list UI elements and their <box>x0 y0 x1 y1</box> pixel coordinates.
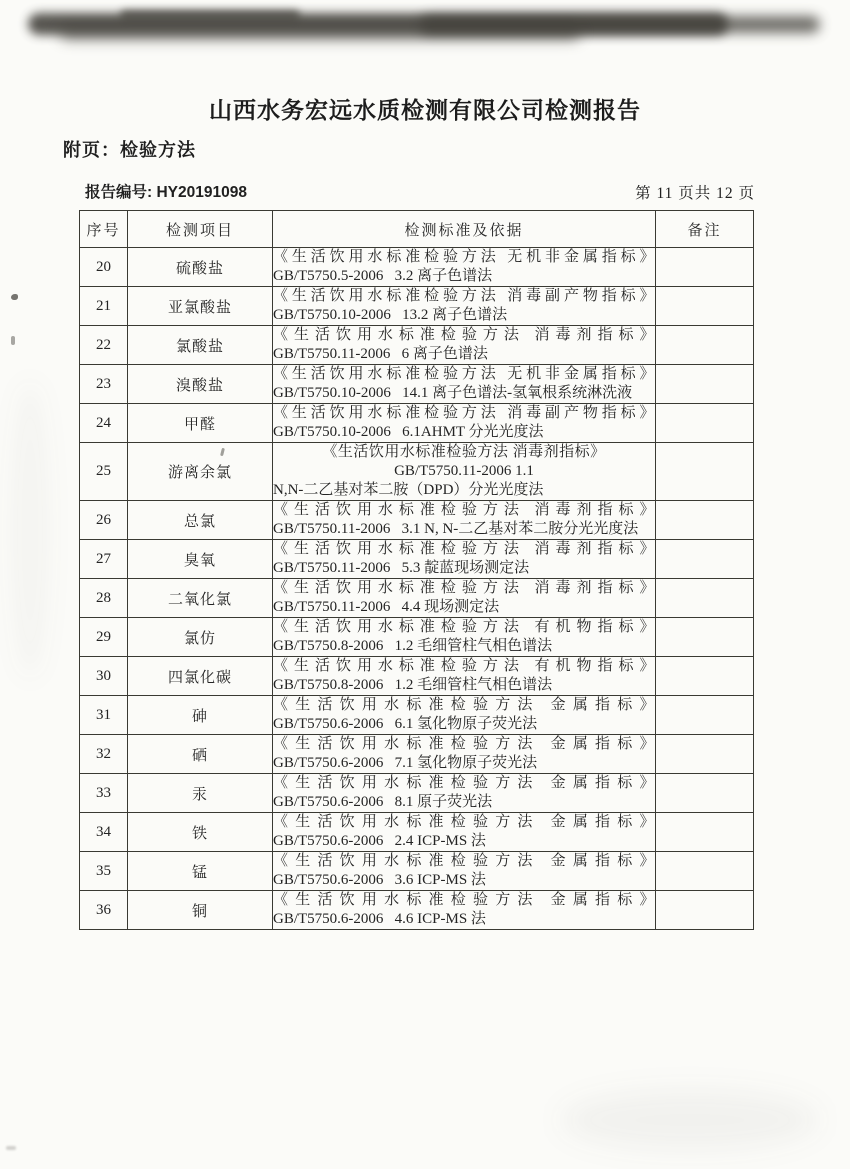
table-row <box>80 813 754 852</box>
row-number-cell: 33 <box>80 774 128 813</box>
row-number-cell: 31 <box>80 696 128 735</box>
standard-method-line: GB/T5750.6-2006 7.1 氢化物原子荧光法 <box>273 755 538 771</box>
row-number-cell: 35 <box>80 852 128 891</box>
column-header-no: 序号 <box>80 211 128 248</box>
row-number-cell: 23 <box>80 365 128 404</box>
standard-title-line: 《生活饮用水标准检验方法 金属指标》 <box>273 736 655 752</box>
standard-method-line: GB/T5750.11-2006 3.1 N, N-二乙基对苯二胺分光光度法 <box>273 521 639 537</box>
standard-cell <box>273 248 656 287</box>
test-item-cell: 硫酸盐 <box>128 248 273 287</box>
methods-table <box>79 210 754 930</box>
header-row <box>80 211 754 248</box>
standard-title-line: 《生活饮用水标准检验方法 有机物指标》 <box>273 619 655 635</box>
standard-title-line: 《生活饮用水标准检验方法 无机非金属指标》 <box>273 249 655 265</box>
standard-cell <box>273 891 656 930</box>
row-number-cell: 29 <box>80 618 128 657</box>
standard-cell <box>273 579 656 618</box>
standard-title-line: 《生活饮用水标准检验方法 金属指标》 <box>273 853 655 869</box>
table-row <box>80 774 754 813</box>
standard-method-line: N,N-二乙基对苯二胺（DPD）分光光度法 <box>273 482 544 498</box>
standard-title-line: 《生活饮用水标准检验方法 金属指标》 <box>273 814 655 830</box>
scan-noise <box>10 380 50 680</box>
standard-method-line: GB/T5750.11-2006 1.1 <box>394 463 534 479</box>
test-item-cell: 锰 <box>128 852 273 891</box>
column-header-item: 检测项目 <box>128 211 273 248</box>
standard-method-line: GB/T5750.11-2006 5.3 靛蓝现场测定法 <box>273 560 530 576</box>
standard-cell <box>273 501 656 540</box>
table-row <box>80 618 754 657</box>
scan-speck <box>11 336 15 345</box>
scan-speck <box>6 1146 16 1150</box>
scan-speck <box>11 294 18 300</box>
table-row <box>80 365 754 404</box>
standard-cell <box>273 540 656 579</box>
table-header <box>80 211 754 248</box>
standard-cell <box>273 404 656 443</box>
standard-cell <box>273 287 656 326</box>
table-row <box>80 540 754 579</box>
scan-smudge-band <box>60 26 580 40</box>
note-cell <box>656 774 754 813</box>
note-cell <box>656 852 754 891</box>
table-row <box>80 891 754 930</box>
row-number-cell: 28 <box>80 579 128 618</box>
scan-noise <box>560 1090 820 1150</box>
test-item-cell: 氯酸盐 <box>128 326 273 365</box>
table-row <box>80 579 754 618</box>
row-number-cell: 36 <box>80 891 128 930</box>
note-cell <box>656 404 754 443</box>
standard-title-line: 《生活饮用水标准检验方法 有机物指标》 <box>273 658 655 674</box>
standard-cell <box>273 657 656 696</box>
standard-cell <box>273 365 656 404</box>
table-row <box>80 501 754 540</box>
report-number-label: 报告编号: <box>85 184 153 201</box>
standard-cell <box>273 774 656 813</box>
test-item-cell: 硒 <box>128 735 273 774</box>
page-indicator: 第 11 页共 12 页 <box>635 185 755 202</box>
note-cell <box>656 501 754 540</box>
table-row <box>80 248 754 287</box>
report-number <box>85 180 247 202</box>
standard-method-line: GB/T5750.10-2006 13.2 离子色谱法 <box>273 307 508 323</box>
note-cell <box>656 618 754 657</box>
row-number-cell: 32 <box>80 735 128 774</box>
note-cell <box>656 891 754 930</box>
row-number-cell: 22 <box>80 326 128 365</box>
test-item-cell: 亚氯酸盐 <box>128 287 273 326</box>
scan-smudge-band <box>28 13 728 35</box>
standard-cell <box>273 618 656 657</box>
table-row <box>80 443 754 501</box>
standard-method-line: GB/T5750.11-2006 6 离子色谱法 <box>273 346 488 362</box>
standard-cell <box>273 696 656 735</box>
standard-cell <box>273 735 656 774</box>
standard-method-line: GB/T5750.6-2006 4.6 ICP-MS 法 <box>273 911 486 927</box>
note-cell <box>656 579 754 618</box>
standard-title-line: 《生活饮用水标准检验方法 消毒剂指标》 <box>273 327 655 343</box>
standard-title-line: 《生活饮用水标准检验方法 金属指标》 <box>273 697 655 713</box>
page-title: 山西水务宏远水质检测有限公司检测报告 <box>209 97 641 123</box>
standard-method-line: GB/T5750.5-2006 3.2 离子色谱法 <box>273 268 493 284</box>
standard-method-line: GB/T5750.10-2006 14.1 离子色谱法-氢氧根系统淋洗液 <box>273 385 633 401</box>
test-item-cell: 甲醛 <box>128 404 273 443</box>
column-header-note: 备注 <box>656 211 754 248</box>
standard-method-line: GB/T5750.10-2006 6.1AHMT 分光光度法 <box>273 424 544 440</box>
row-number-cell: 25 <box>80 443 128 501</box>
standard-cell <box>273 326 656 365</box>
methods-table-body <box>80 248 754 930</box>
test-item-cell: 游离余氯 <box>128 443 273 501</box>
standard-title-line: 《生活饮用水标准检验方法 金属指标》 <box>273 892 655 908</box>
test-item-cell: 溴酸盐 <box>128 365 273 404</box>
standard-title-line: 《生活饮用水标准检验方法 消毒副产物指标》 <box>273 405 655 421</box>
note-cell <box>656 326 754 365</box>
appendix-title: 附页：检验方法 <box>63 140 196 160</box>
table-row <box>80 326 754 365</box>
note-cell <box>656 657 754 696</box>
row-number-cell: 30 <box>80 657 128 696</box>
note-cell <box>656 365 754 404</box>
standard-title-line: 《生活饮用水标准检验方法 消毒副产物指标》 <box>273 288 655 304</box>
row-number-cell: 20 <box>80 248 128 287</box>
test-item-cell: 四氯化碳 <box>128 657 273 696</box>
note-cell <box>656 287 754 326</box>
table-row <box>80 657 754 696</box>
note-cell <box>656 813 754 852</box>
note-cell <box>656 248 754 287</box>
meta-row <box>0 180 850 202</box>
table-row <box>80 404 754 443</box>
standard-cell <box>273 813 656 852</box>
standard-cell <box>273 443 656 501</box>
standard-method-line: GB/T5750.8-2006 1.2 毛细管柱气相色谱法 <box>273 677 553 693</box>
row-number-cell: 21 <box>80 287 128 326</box>
standard-method-line: GB/T5750.6-2006 3.6 ICP-MS 法 <box>273 872 486 888</box>
standard-title-line: 《生活饮用水标准检验方法 消毒剂指标》 <box>273 541 655 557</box>
standard-method-line: GB/T5750.6-2006 8.1 原子荧光法 <box>273 794 493 810</box>
standard-title-line: 《生活饮用水标准检验方法 金属指标》 <box>273 775 655 791</box>
standard-title-line: 《生活饮用水标准检验方法 消毒剂指标》 <box>322 444 606 460</box>
standard-cell <box>273 852 656 891</box>
note-cell <box>656 540 754 579</box>
row-number-cell: 27 <box>80 540 128 579</box>
standard-method-line: GB/T5750.6-2006 2.4 ICP-MS 法 <box>273 833 486 849</box>
scan-smudge-band <box>420 16 820 33</box>
row-number-cell: 34 <box>80 813 128 852</box>
table-row <box>80 852 754 891</box>
note-cell <box>656 696 754 735</box>
test-item-cell: 铁 <box>128 813 273 852</box>
table-row <box>80 696 754 735</box>
note-cell <box>656 443 754 501</box>
scan-smudge-band <box>120 10 300 20</box>
test-item-cell: 铜 <box>128 891 273 930</box>
row-number-cell: 24 <box>80 404 128 443</box>
standard-title-line: 《生活饮用水标准检验方法 消毒剂指标》 <box>273 580 655 596</box>
test-item-cell: 氯仿 <box>128 618 273 657</box>
report-number-value: HY20191098 <box>156 184 247 201</box>
standard-title-line: 《生活饮用水标准检验方法 消毒剂指标》 <box>273 502 655 518</box>
test-item-cell: 总氯 <box>128 501 273 540</box>
table-row <box>80 735 754 774</box>
test-item-cell: 砷 <box>128 696 273 735</box>
note-cell <box>656 735 754 774</box>
table-row <box>80 287 754 326</box>
column-header-standard: 检测标准及依据 <box>273 211 656 248</box>
test-item-cell: 汞 <box>128 774 273 813</box>
row-number-cell: 26 <box>80 501 128 540</box>
test-item-cell: 二氧化氯 <box>128 579 273 618</box>
standard-method-line: GB/T5750.11-2006 4.4 现场测定法 <box>273 599 500 615</box>
standard-method-line: GB/T5750.6-2006 6.1 氢化物原子荧光法 <box>273 716 538 732</box>
test-item-cell: 臭氧 <box>128 540 273 579</box>
standard-title-line: 《生活饮用水标准检验方法 无机非金属指标》 <box>273 366 655 382</box>
standard-method-line: GB/T5750.8-2006 1.2 毛细管柱气相色谱法 <box>273 638 553 654</box>
